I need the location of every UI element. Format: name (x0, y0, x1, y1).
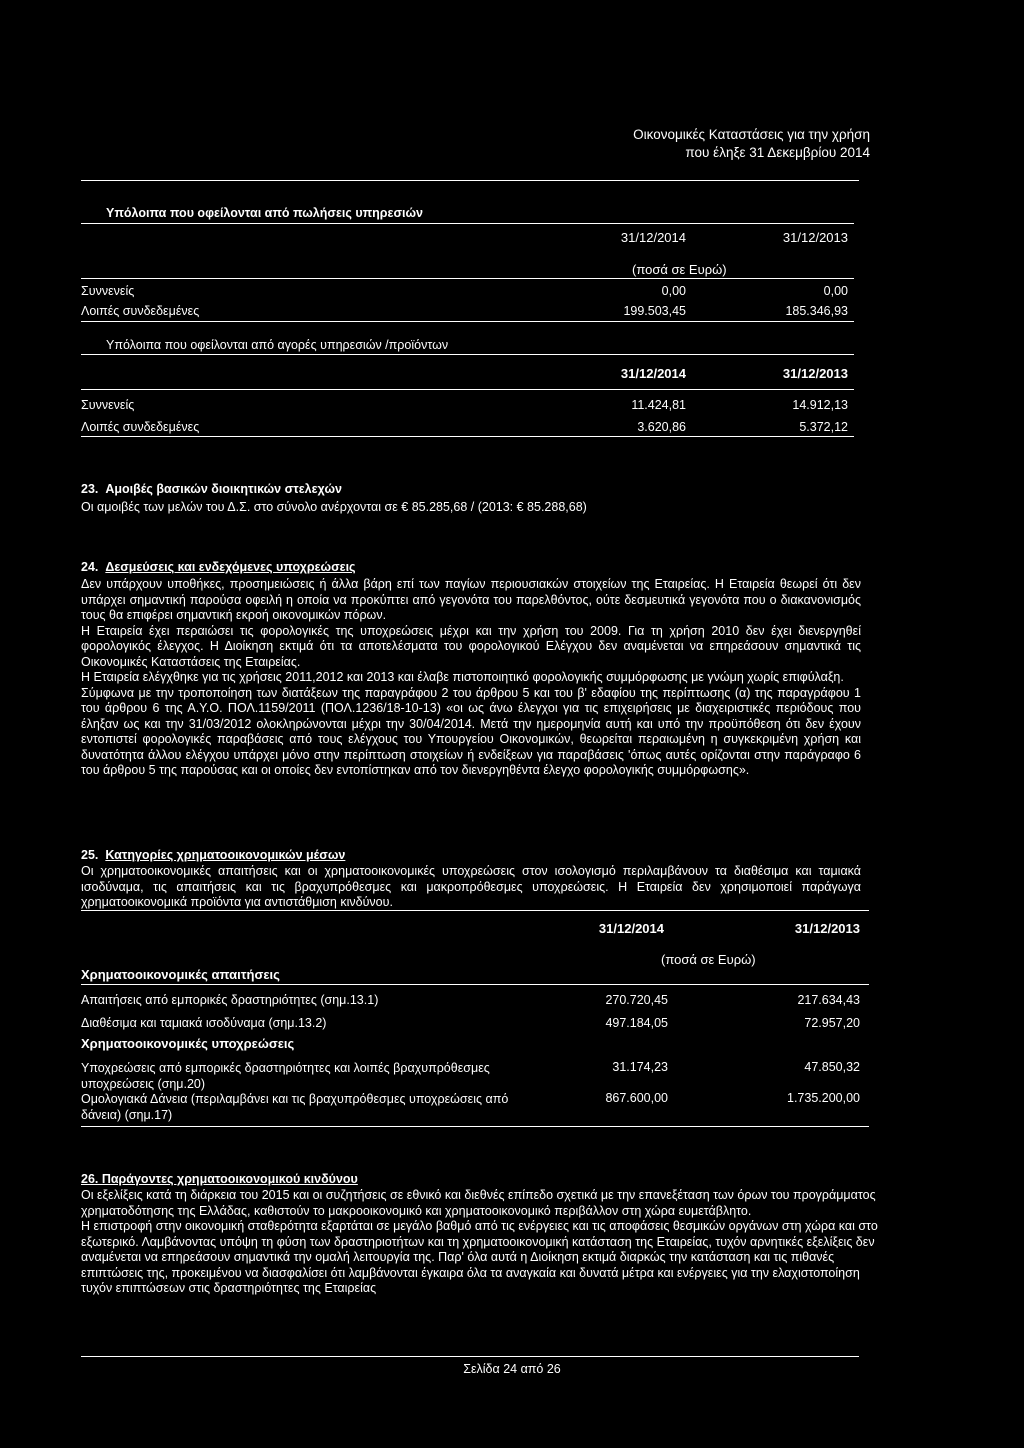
section-26-paragraph: Οι εξελίξεις κατά τη διάρκεια του 2015 και οι συζητήσεις σε εθνικό και διεθνές επίπεδο σχετικά με την επανεξέταση των όρων του προγράμματος χρηματοδότησης της Ελλάδας, καθιστούν το μακροοικονομικό και χρηματοοικονομικό περιβάλλον στη χώρα ευμετάβλητο. (81, 1188, 876, 1218)
financial-asset-value-2014: 270.720,45 (605, 993, 668, 1007)
section-26-body (81, 1188, 881, 1297)
section-24-body (81, 577, 861, 779)
page-number: Σελίδα 24 από 26 (463, 1362, 561, 1376)
section-24-paragraph: Η Εταιρεία ελέγχθηκε για τις χρήσεις 2011,2012 και 2013 και έλαβε πιστοποιητικό φορολογικής συμμόρφωσης με γνώμη χωρίς επιφύλαξη. (81, 670, 844, 684)
section-24-paragraph: Η Εταιρεία έχει περαιώσει τις φορολογικές της υποχρεώσεις μέχρι και την χρήση του 2009. Για τη χρήση 2010 δεν έχει διενεργηθεί φορολογικός έλεγχος. Η Διοίκηση εκτιμά ότι τα αποτελέσματα του φορολογικού Ελέγχου δεν αναμένεται να επηρεάσουν σημαντικά τις Οικονομικές Καταστάσεις της Εταιρείας. (81, 623, 861, 669)
financial-liability-label (81, 1060, 490, 1092)
footer-rule (81, 1356, 859, 1357)
receivables-rule-bottom (81, 321, 854, 322)
payables-row-value-2014: 3.620,86 (637, 420, 686, 434)
financial-liability-label-line: Ομολογιακά Δάνεια (περιλαμβάνει και τις βραχυπρόθεσμες υποχρεώσεις από (81, 1092, 509, 1106)
financial-liability-value-2014: 867.600,00 (605, 1091, 668, 1105)
section-24-paragraph: Σύμφωνα με την τροποποίηση των διατάξεων της παραγράφου 2 του άρθρου 5 και του β' εδαφίου της περίπτωσης (α) της παραγράφου 1 του άρθρου 6 της Α.Υ.Ο. ΠΟΛ.1159/2011 (ΠΟΛ.1236/18-10-13) «οι ως άνω έλεγχοι για τις επιχειρήσεις με διαχειριστικές περιόδους που έληξαν ως και την 31/03/2012 ολοκληρώνονται μέχρι την 30/04/2014. Μετά την ημερομηνία αυτή και υπό την προϋπόθεση ότι δεν έχουν εντοπιστεί φορολογικές παραβάσεις από τους ελέγχους του Υπουργείου Οικονομικών, θεωρείται περαιωμένη η συγκεκριμένη χρήση και δυνατότητα άλλου ελέγχου υπάρχει μόνο στην περίπτωση στοιχείων ή ενδείξεων για παραβάσεις 'όπως αυτές ορίζονται στην παράγραφο 6 του άρθρου 5 της παρούσας και οι οποίες δεν εντοπίστηκαν από τον διενεργηθέντα έλεγχο φορολογικής συμμόρφωσης». (81, 685, 861, 777)
financial-liability-value-2013: 1.735.200,00 (787, 1091, 860, 1105)
receivables-row-label: Συννενείς (81, 284, 135, 298)
payables-rule-mid (81, 389, 854, 390)
section-25-paragraph: Οι χρηματοοικονομικές απαιτήσεις και οι χρηματοοικονομικές υποχρεώσεις στον ισολογισμό περιλαμβάνουν τα διαθέσιμα και ταμιακά ισοδύναμα, τις απαιτήσεις και τις βραχυπρόθεσμες και μακροπρόθεσμες υποχρεώσεις. Η Εταιρεία δεν χρησιμοποιεί παράγωγα χρηματοοικονομικά προϊόντα για αντιστάθμιση κινδύνου. (81, 864, 861, 909)
financial-asset-label: Απαιτήσεις από εμπορικές δραστηριότητες (σημ.13.1) (81, 993, 379, 1007)
financial-liability-label-line: υποχρεώσεις (σημ.20) (81, 1077, 206, 1091)
financial-col1-header: 31/12/2014 (598, 921, 664, 936)
payables-col2-header: 31/12/2013 (782, 366, 848, 381)
financial-liabilities-title: Χρηματοοικονομικές υποχρεώσεις (81, 1036, 295, 1051)
payables-row-label: Λοιπές συνδεδεμένες (81, 420, 200, 434)
financial-assets-title: Χρηματοοικονομικές απαιτήσεις (81, 967, 280, 982)
financial-liability-value-2014: 31.174,23 (612, 1060, 668, 1074)
payables-rule-top (81, 354, 854, 355)
receivables-col2-header: 31/12/2013 (782, 230, 848, 245)
financial-table-rule-bottom (81, 1126, 869, 1127)
financial-liability-value-2013: 47.850,32 (804, 1060, 860, 1074)
section-24-paragraph: Δεν υπάρχουν υποθήκες, προσημειώσεις ή άλλα βάρη επί των παγίων περιουσιακών στοιχείων της Εταιρείας. Η Εταιρεία θεωρεί ότι δεν υπάρχει σημαντική παρούσα οφειλή η οποία να προκύπτει από γεγονότα του παρελθόντος, ούτε δεσμευτικά γεγονότα που ο διακανονισμός τους θα επιφέρει σημαντική εκροή οικονομικών πόρων. (81, 577, 861, 622)
receivables-row-value-2013: 185.346,93 (785, 304, 848, 318)
payables-row-value-2013: 14.912,13 (792, 398, 848, 412)
section-23-text: Οι αμοιβές των μελών του Δ.Σ. στο σύνολο ανέρχονται σε € 85.285,68 / (2013: € 85.288,68) (81, 500, 587, 514)
header-title: Οικονομικές Καταστάσεις για την χρήση (633, 127, 870, 142)
receivables-rule-top (81, 223, 854, 224)
receivables-unit: (ποσά σε Ευρώ) (632, 262, 727, 277)
financial-asset-label: Διαθέσιμα και ταμιακά ισοδύναμα (σημ.13.2) (81, 1016, 327, 1030)
receivables-row-value-2014: 199.503,45 (623, 304, 686, 318)
payables-row-value-2014: 11.424,81 (631, 398, 686, 412)
section-23-title: Αμοιβές βασικών διοικητικών στελεχών (105, 482, 342, 496)
section-24-heading (81, 560, 356, 574)
section-26-paragraph: Η επιστροφή στην οικονομική σταθερότητα εξαρτάται σε μεγάλο βαθμό από τις ενέργειες και τις αποφάσεις θεσμικών οργάνων στη χώρα και στο εξωτερικό. Λαμβάνοντας υπόψη τη φύση των δραστηριοτήτων και τη χρηματοοικονομική κατάσταση της Εταιρείας, τυχόν αρνητικές εξελίξεις δεν αναμένεται να επηρεάσουν σημαντικά την ομαλή λειτουργία της. Παρ' όλα αυτά η Διοίκηση εκτιμά διαρκώς την κατάσταση και τις πιθανές επιπτώσεις της, προκειμένου να διασφαλίσει ότι λαμβάνονται έγκαιρα όλα τα αναγκαία και δυνατά μέτρα και ενέργειες για την ελαχιστοποίηση τυχόν επιπτώσεων στις δραστηριότητες της Εταιρείας (81, 1219, 878, 1295)
document-header (633, 126, 870, 162)
section-25-text (81, 864, 861, 911)
payables-title: Υπόλοιπα που οφείλονται από αγορές υπηρεσιών /προϊόντων (106, 338, 449, 352)
financial-unit: (ποσά σε Ευρώ) (661, 952, 756, 967)
financial-table-rule-mid (81, 984, 869, 985)
financial-asset-value-2013: 217.634,43 (797, 993, 860, 1007)
section-25-heading (81, 848, 345, 862)
financial-col2-header: 31/12/2013 (794, 921, 860, 936)
section-24-title: Δεσμεύσεις και ενδεχόμενες υποχρεώσεις (105, 560, 356, 574)
financial-table-rule-top (81, 910, 869, 911)
section-23-heading (81, 482, 342, 496)
section-25-number: 25. (81, 848, 99, 862)
section-24-number: 24. (81, 560, 99, 574)
financial-asset-value-2013: 72.957,20 (804, 1016, 860, 1030)
header-subtitle: που έληξε 31 Δεκεμβρίου 2014 (685, 145, 870, 160)
section-23-number: 23. (81, 482, 99, 496)
receivables-title: Υπόλοιπα που οφείλονται από πωλήσεις υπηρεσιών (106, 206, 424, 220)
payables-col1-header: 31/12/2014 (620, 366, 686, 381)
section-26-title: 26. Παράγοντες χρηματοοικονομικού κινδύνου (81, 1172, 358, 1186)
payables-row-value-2013: 5.372,12 (799, 420, 848, 434)
receivables-col1-header: 31/12/2014 (620, 230, 686, 245)
payables-row-label: Συννενείς (81, 398, 135, 412)
payables-rule-bottom (81, 436, 854, 437)
header-rule (81, 180, 859, 181)
receivables-row-value-2013: 0,00 (823, 284, 848, 298)
receivables-rule-mid (81, 278, 854, 279)
financial-asset-value-2014: 497.184,05 (605, 1016, 668, 1030)
financial-liability-label-line: δάνεια) (σημ.17) (81, 1108, 173, 1122)
section-25-title: Κατηγορίες χρηματοοικονομικών μέσων (105, 848, 346, 862)
financial-liability-label-line: Υποχρεώσεις από εμπορικές δραστηριότητες και λοιπές βραχυπρόθεσμες (81, 1061, 490, 1075)
financial-liability-label (81, 1091, 508, 1123)
receivables-row-label: Λοιπές συνδεδεμένες (81, 304, 200, 318)
receivables-row-value-2014: 0,00 (661, 284, 686, 298)
